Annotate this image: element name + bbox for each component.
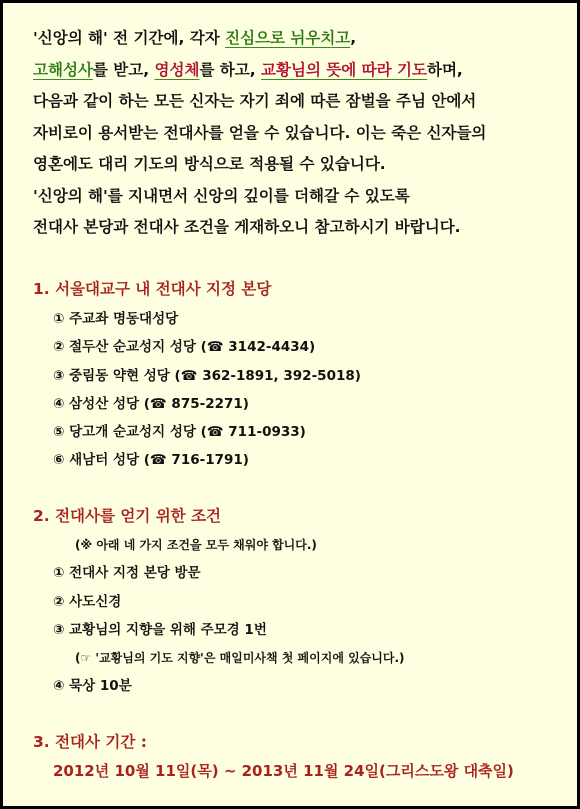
intro-line-7: 전대사 본당과 전대사 조건을 게재하오니 참고하시기 바랍니다. [33,218,461,236]
list-item: ⑤ 당고개 순교성지 성당 (☎ 711-0933) [53,424,306,441]
highlight-repentance: 진심으로 뉘우치고 [225,29,351,47]
section-2-list [53,531,405,701]
intro-text: '신앙의 해' 전 기간에, 각자 [33,29,226,47]
list-item: ③ 중림동 약현 성당 (☎ 362-1891, 392-5018) [53,367,361,384]
intro-line-3: 다음과 같이 하는 모든 신자는 자기 죄에 따른 잠벌을 주님 안에서 [33,92,477,110]
intro-text: , [350,29,357,47]
list-item: ③ 교황님의 지향을 위해 주모경 1번 [53,621,267,638]
list-item: ⑥ 새남터 성당 (☎ 716-1791) [53,452,249,469]
section-2-title: 2. 전대사를 얻기 위한 조건 [33,507,221,525]
highlight-pope-prayer: 교황님의 뜻에 따라 기도 [261,60,427,79]
conditions-note: (※ 아래 네 가지 조건을 모두 채워야 합니다.) [75,538,317,552]
section-1-list [53,305,361,475]
list-item: ① 전대사 지정 본당 방문 [53,565,201,582]
intro-line-6: '신앙의 해'를 지내면서 신앙의 깊이를 더해갈 수 있도록 [33,186,410,205]
highlight-confession: 고해성사 [33,60,93,79]
section-1-title: 1. 서울대교구 내 전대사 지정 본당 [33,280,272,298]
highlight-communion: 영성체 [154,60,200,79]
section-3-title: 3. 전대사 기간 : [33,733,147,751]
intro-line-2 [33,55,563,87]
intro-line-5: 영혼에도 대리 기도의 방식으로 적용될 수 있습니다. [33,155,386,173]
indulgence-period: 2012년 10월 11일(목) ~ 2013년 11월 24일(그리스도왕 대축일) [53,762,514,780]
intro-paragraph [33,23,563,244]
list-item: ② 사도신경 [53,593,122,610]
list-item: ② 절두산 순교성지 성당 (☎ 3142-4434) [53,339,316,356]
intro-text: 를 받고, [92,60,155,79]
list-item: ① 주교좌 명동대성당 [53,311,179,327]
intro-text: 하며, [426,60,463,79]
intro-line-4: 자비로이 용서받는 전대사를 얻을 수 있습니다. 이는 죽은 신자들의 [33,123,487,142]
pope-intention-note: (☞ '교황님의 기도 지향'은 매일미사책 첫 페이지에 있습니다.) [75,651,405,666]
list-item: ④ 묵상 10분 [53,678,132,695]
list-item: ④ 삼성산 성당 (☎ 875-2271) [53,395,249,412]
intro-text: 를 하고, [199,60,262,79]
intro-line-1 [33,23,563,55]
